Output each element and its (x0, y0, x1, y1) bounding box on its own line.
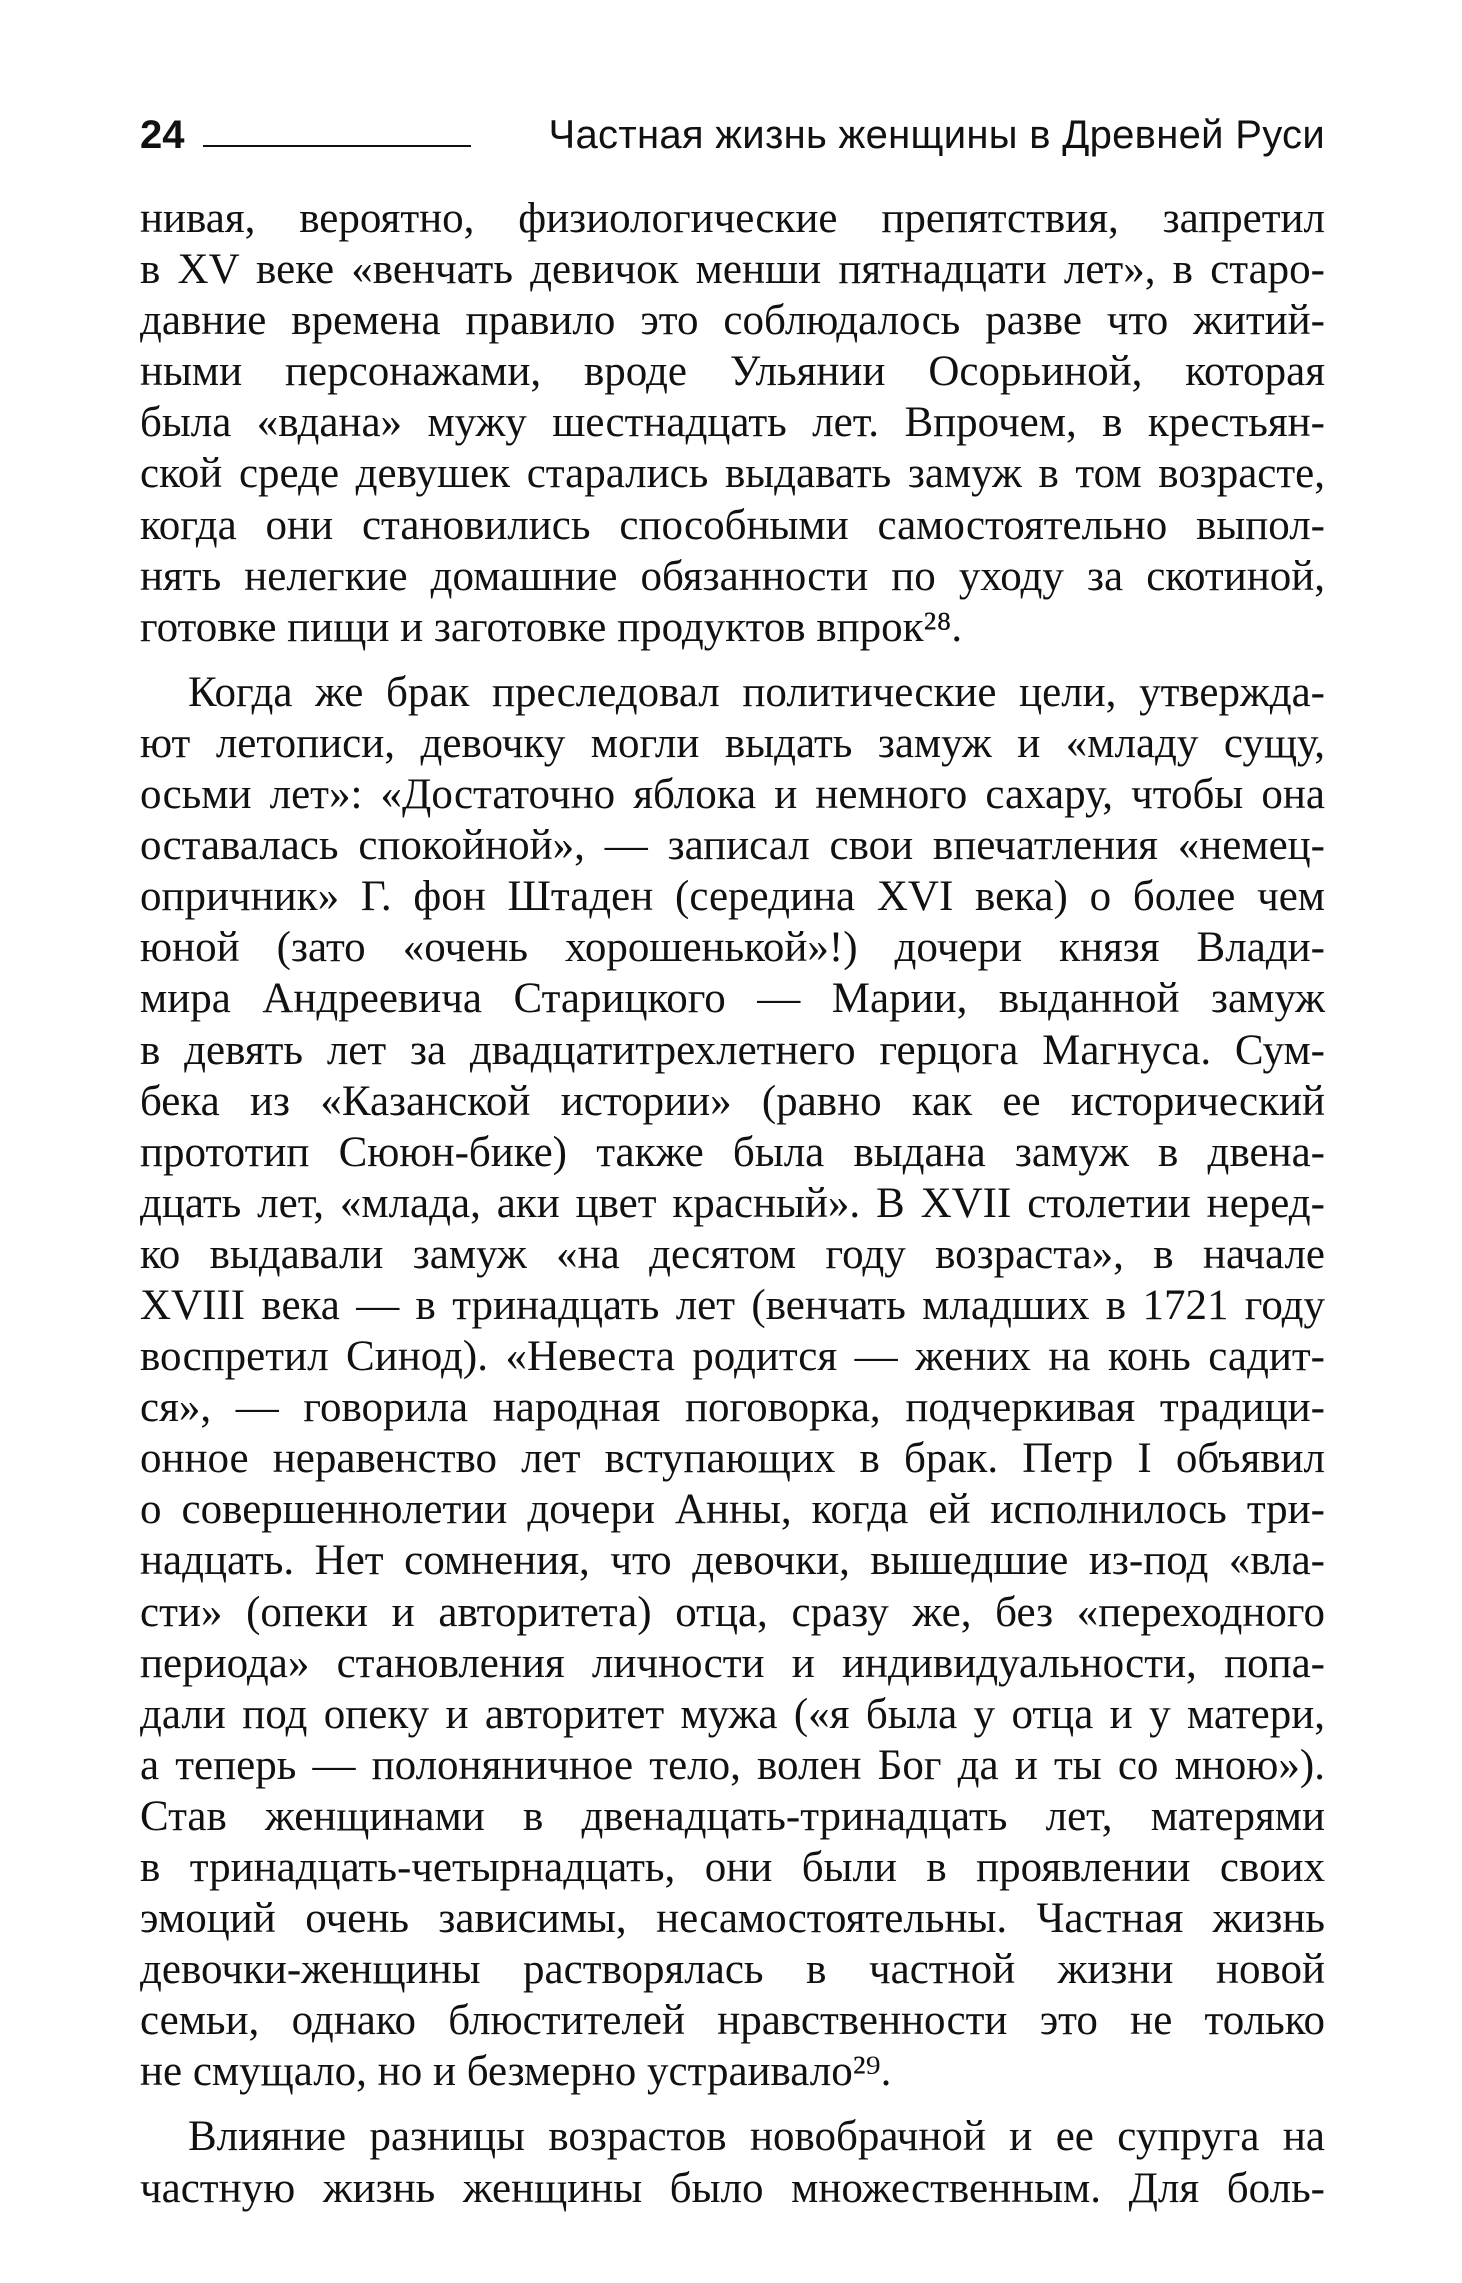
text-line: о совершеннолетии дочери Анны, когда ей исполнилось три- (140, 1486, 1325, 1534)
text-line: дцать лет, «млада, аки цвет красный». В XVII столетии неред- (140, 1179, 1325, 1227)
text-line: Влияние разницы возрастов новобрачной и ее супруга на (188, 2113, 1325, 2161)
text-line: частную жизнь женщины было множественным. Для боль- (140, 2164, 1325, 2212)
text-line: онное неравенство лет вступающих в брак. Петр I объявил (140, 1435, 1325, 1483)
text-line: была «вдана» мужу шестнадцать лет. Впрочем, в крестьян- (140, 399, 1325, 447)
text-line: оставалась спокойной», — записал свои впечатления «немец- (140, 822, 1325, 870)
text-line: а теперь — полоняничное тело, волен Бог да и ты со мною»). (140, 1741, 1325, 1789)
text-line: Став женщинами в двенадцать-тринадцать лет, матерями (140, 1792, 1325, 1840)
text-line: когда они становились способными самостоятельно выпол- (140, 501, 1325, 549)
book-title: Частная жизнь женщины в Древней Руси (548, 113, 1325, 157)
text-line: надцать. Нет сомнения, что девочки, вышедшие из-под «вла- (140, 1537, 1325, 1585)
text-line: в тринадцать-четырнадцать, они были в проявлении своих (140, 1844, 1325, 1891)
text-line: эмоций очень зависимы, несамостоятельны. Частная жизнь (140, 1895, 1325, 1943)
text-line: XVIII века — в тринадцать лет (венчать младших в 1721 году (140, 1281, 1325, 1329)
text-line: семьи, однако блюстителей нравственности это не только (140, 1997, 1325, 2045)
paragraph (140, 667, 1325, 2098)
text-line: сти» (опеки и авторитета) отца, сразу же, без «переходного (140, 1588, 1325, 1636)
page-number: 24 (140, 113, 185, 157)
paragraph (140, 193, 1325, 653)
text-line: не смущало, но и безмерно устраивало²⁹. (140, 2048, 892, 2096)
text-line: в XV веке «венчать девичок менши пятнадцати лет», в старо- (140, 246, 1325, 294)
body-text (140, 193, 1325, 2214)
running-head (140, 95, 1325, 155)
text-line: периода» становления личности и индивидуальности, попа- (140, 1639, 1325, 1687)
text-line: готовке пищи и заготовке продуктов впрок²⁸. (140, 603, 963, 651)
paragraph (140, 2111, 1325, 2213)
text-line: ют летописи, девочку могли выдать замуж и «младу сущу, (140, 719, 1325, 767)
text-line: ными персонажами, вроде Ульянии Осорьиной, которая (140, 348, 1325, 396)
text-line: нивая, вероятно, физиологические препятствия, запретил (140, 195, 1325, 242)
text-line: юной (зато «очень хорошенькой»!) дочери князя Влади- (140, 924, 1325, 972)
text-line: осьми лет»: «Достаточно яблока и немного сахару, чтобы она (140, 771, 1325, 819)
text-line: прототип Сююн-бике) также была выдана замуж в двена- (140, 1128, 1325, 1176)
text-line: ко выдавали замуж «на десятом году возраста», в начале (140, 1230, 1325, 1278)
text-line: опричник» Г. фон Штаден (середина XVI века) о более чем (140, 873, 1325, 921)
text-line: бека из «Казанской истории» (равно как ее исторический (140, 1077, 1325, 1125)
text-line: ся», — говорила народная поговорка, подчеркивая традици- (140, 1384, 1325, 1432)
text-line: мира Андреевича Старицкого — Марии, выданной замуж (140, 975, 1325, 1023)
text-line: девочки-женщины растворялась в частной жизни новой (140, 1946, 1325, 1994)
text-line: давние времена правило это соблюдалось разве что житий- (140, 297, 1325, 345)
text-line: дали под опеку и авторитет мужа («я была у отца и у матери, (140, 1690, 1325, 1738)
text-line: нять нелегкие домашние обязанности по уходу за скотиной, (140, 552, 1325, 600)
text-line: Когда же брак преследовал политические цели, утвержда- (188, 668, 1325, 716)
header-rule (203, 145, 471, 147)
text-line: в девять лет за двадцатитрехлетнего герцога Магнуса. Сум- (140, 1026, 1325, 1074)
text-line: ской среде девушек старались выдавать замуж в том возрасте, (140, 450, 1325, 498)
text-line: воспретил Синод). «Невеста родится — жених на конь садит- (140, 1333, 1325, 1381)
